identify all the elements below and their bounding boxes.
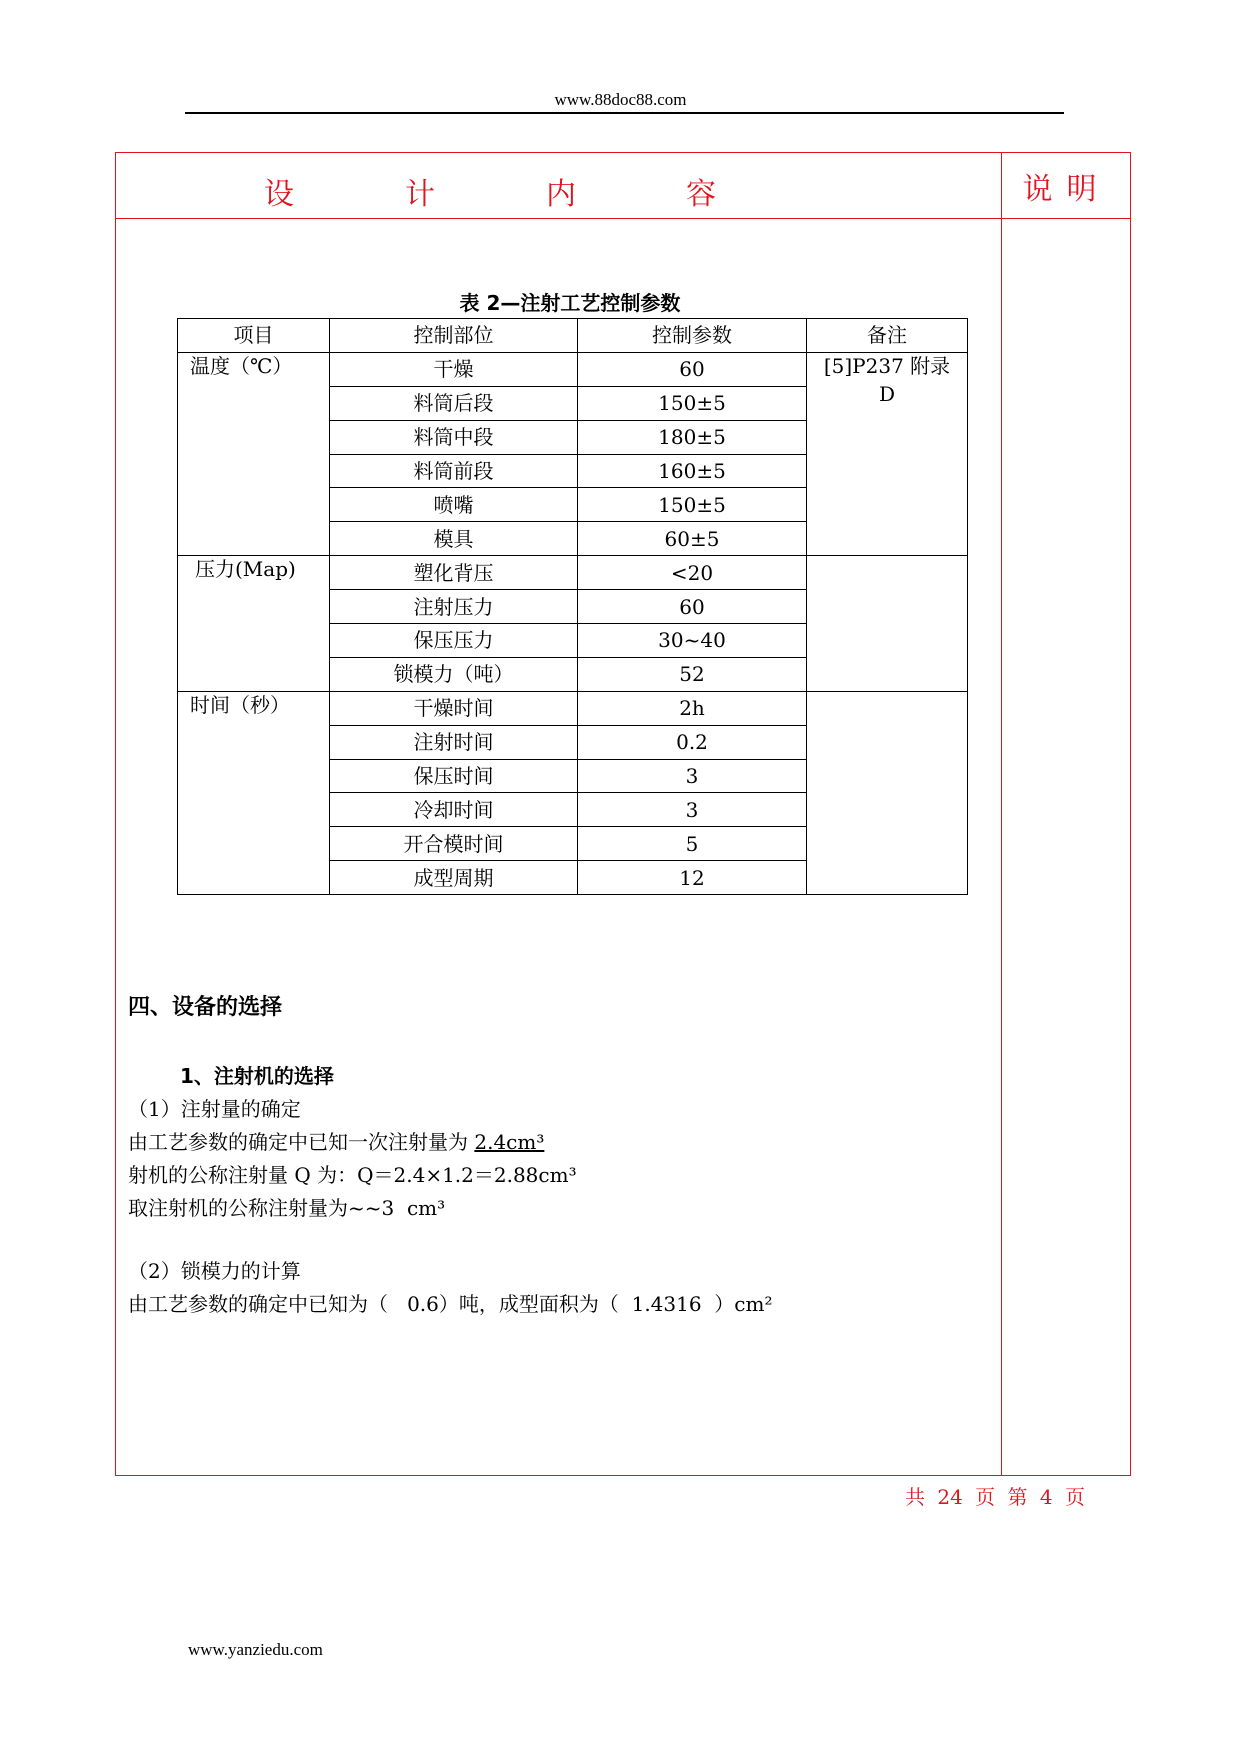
design-content-header <box>116 153 1001 218</box>
part-cell: 锁模力（吨） <box>330 657 578 691</box>
design-char: 内 <box>546 177 576 212</box>
header-url: www.88doc88.com <box>554 90 687 109</box>
header-part: 控制部位 <box>330 319 578 353</box>
header-rule <box>185 112 1064 114</box>
value-cell: 60±5 <box>578 522 807 556</box>
value-cell: <20 <box>578 556 807 590</box>
clamp-force-line: 由工艺参数的确定中已知为（ 0.6）吨，成型面积为（ 1.4316 ）cm² <box>128 1292 773 1316</box>
value-cell: 3 <box>578 759 807 793</box>
header-value: 控制参数 <box>578 319 807 353</box>
part-cell: 塑化背压 <box>330 556 578 590</box>
shot-volume-line <box>128 1126 544 1155</box>
design-char: 计 <box>405 177 435 212</box>
part-cell: 料筒前段 <box>330 454 578 488</box>
item2-title: （2）锁模力的计算 <box>128 1259 301 1283</box>
value-cell: 160±5 <box>578 454 807 488</box>
shot-volume-prefix: 由工艺参数的确定中已知一次注射量为 <box>128 1130 475 1154</box>
value-cell: 180±5 <box>578 420 807 454</box>
header-note: 备注 <box>807 319 968 353</box>
category-cell: 压力(Map) <box>178 556 330 692</box>
part-cell: 干燥时间 <box>330 691 578 725</box>
note-line: [5]P237 附录 <box>823 353 951 378</box>
part-cell: 成型周期 <box>330 861 578 895</box>
item1-title: （1）注射量的确定 <box>128 1097 301 1121</box>
footer-url: www.yanziedu.com <box>188 1640 323 1659</box>
table-title: 表 2—注射工艺控制参数 <box>459 291 681 315</box>
value-cell: 52 <box>578 657 807 691</box>
category-cell: 温度（℃） <box>178 352 330 555</box>
note-cell <box>807 556 968 692</box>
nominal-volume-line: 射机的公称注射量 Q 为：Q＝2.4×1.2＝2.88cm³ <box>128 1163 577 1187</box>
part-cell: 开合模时间 <box>330 827 578 861</box>
frame-divider-vertical <box>1001 153 1002 1475</box>
category-cell: 时间（秒） <box>178 691 330 894</box>
part-cell: 喷嘴 <box>330 488 578 522</box>
note-column-header: 说明 <box>1022 171 1111 207</box>
header-item: 项目 <box>178 319 330 353</box>
table-header-row <box>178 319 968 353</box>
table-row <box>178 352 968 386</box>
note-line: D <box>878 381 896 406</box>
shot-volume-value: 2.4cm³ <box>474 1130 545 1154</box>
value-cell: 12 <box>578 861 807 895</box>
part-cell: 注射时间 <box>330 725 578 759</box>
subsection-title: 1、注射机的选择 <box>180 1064 334 1088</box>
value-cell: 2h <box>578 691 807 725</box>
design-char: 容 <box>686 177 716 212</box>
value-cell: 0.2 <box>578 725 807 759</box>
part-cell: 冷却时间 <box>330 793 578 827</box>
part-cell: 保压压力 <box>330 624 578 658</box>
section-title: 四、设备的选择 <box>128 995 283 1020</box>
part-cell: 模具 <box>330 522 578 556</box>
frame-divider-horizontal <box>116 218 1130 219</box>
table-row <box>178 691 968 725</box>
part-cell: 注射压力 <box>330 590 578 624</box>
table-row <box>178 556 968 590</box>
selected-volume-line: 取注射机的公称注射量为~~3 cm³ <box>128 1196 446 1220</box>
value-cell: 150±5 <box>578 386 807 420</box>
value-cell: 150±5 <box>578 488 807 522</box>
part-cell: 干燥 <box>330 352 578 386</box>
page-count: 共 24 页 第 4 页 <box>905 1485 1085 1509</box>
part-cell: 料筒中段 <box>330 420 578 454</box>
part-cell: 料筒后段 <box>330 386 578 420</box>
params-table <box>177 318 968 895</box>
design-char: 设 <box>264 177 294 212</box>
note-cell <box>807 352 968 555</box>
value-cell: 60 <box>578 352 807 386</box>
value-cell: 3 <box>578 793 807 827</box>
value-cell: 30~40 <box>578 624 807 658</box>
value-cell: 60 <box>578 590 807 624</box>
note-cell <box>807 691 968 894</box>
part-cell: 保压时间 <box>330 759 578 793</box>
value-cell: 5 <box>578 827 807 861</box>
